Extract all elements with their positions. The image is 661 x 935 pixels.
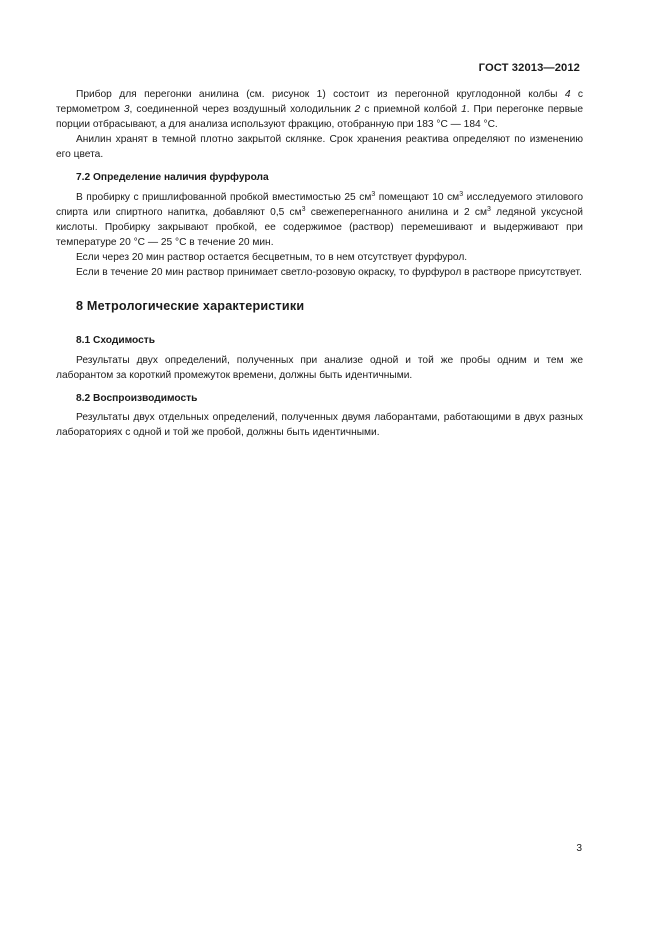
superscript: 3 <box>459 191 464 199</box>
superscript: 3 <box>487 206 491 214</box>
item-number: 2 <box>354 103 361 115</box>
section-8-title: 8 Метрологические характеристики <box>76 298 305 313</box>
document-code-header: ГОСТ 32013—2012 <box>478 62 580 74</box>
paragraph-furfural-present: Если в течение 20 мин раствор принимает светло-розовую окраску, то фурфурол в растворе присутствует. <box>76 266 582 278</box>
paragraph-text: исследуемого этилового спирта или спиртного напитка, добавляют 0,5 см <box>56 192 583 219</box>
paragraph-repeatability: Результаты двух определений, полученных при анализе одной и той же пробы одним и тем же лаборантом за короткий промежуток времени, должны быть идентичными. <box>56 354 583 381</box>
paragraph-distillation-apparatus <box>56 88 583 133</box>
superscript: 3 <box>301 206 306 214</box>
paragraph-furfural-procedure <box>56 191 583 251</box>
section-7-2-title: 7.2 Определение наличия фурфурола <box>76 171 269 183</box>
paragraph-text: , соединенной через воздушный холодильник <box>129 103 355 115</box>
document-body <box>56 88 583 441</box>
paragraph-aniline-storage: Анилин хранят в темной плотно закрытой склянке. Срок хранения реактива определяют по изменению его цвета. <box>56 133 583 160</box>
section-8-2-title: 8.2 Воспроизводимость <box>76 392 198 404</box>
paragraph-furfural-absent: Если через 20 мин раствор остается бесцветным, то в нем отсутствует фурфурол. <box>76 252 468 264</box>
item-number: 4 <box>564 89 571 100</box>
page-number: 3 <box>576 843 582 854</box>
paragraph-reproducibility: Результаты двух отдельных определений, полученных двумя лаборантами, работающими в двух разных лабораториях с одной и той же пробой, должны быть идентичными. <box>56 412 583 439</box>
paragraph-text: с термометром <box>56 89 583 115</box>
paragraph-text: свежеперегнанного анилина и 2 см <box>305 207 488 219</box>
section-8-1-title: 8.1 Сходимость <box>76 334 155 346</box>
item-number: 3 <box>123 103 130 115</box>
paragraph-text: помещают 10 см <box>375 192 460 204</box>
paragraph-text: В пробирку с пришлифованной пробкой вместимостью 25 см <box>76 192 372 204</box>
paragraph-text: . При перегонке первые порции отбрасывают, а для анализа используют фракцию, отобранную при 183 °С — 184 °С. <box>56 103 583 130</box>
paragraph-text: ледяной уксусной кислоты. Пробирку закрывают пробкой, ее содержимое (раствор) перемешивают и выдерживают при температуре 20 °С — 25 °С в течение 20 мин. <box>56 207 583 249</box>
item-number: 1 <box>461 103 467 115</box>
superscript: 3 <box>371 191 376 199</box>
paragraph-text: Прибор для перегонки анилина (см. рисунок 1) состоит из перегонной круглодонной колбы <box>76 89 565 100</box>
paragraph-text: с приемной колбой <box>360 103 462 115</box>
